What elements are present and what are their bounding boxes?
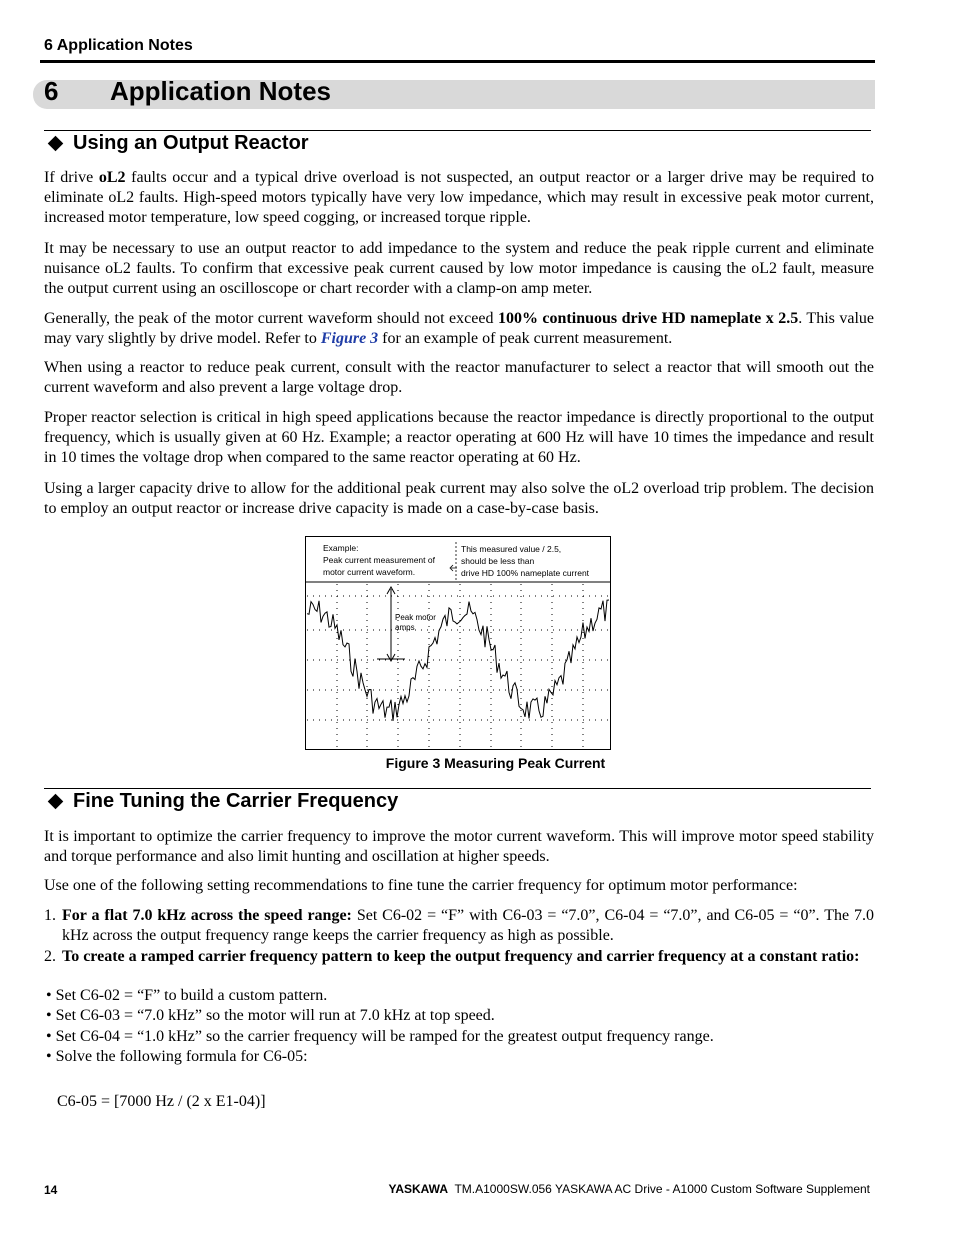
bullet-item: • Set C6-04 = “1.0 kHz” so the carrier frequency will be ramped for the greatest output frequency range.: [46, 1028, 714, 1045]
footer-text: [388, 1182, 870, 1196]
bullet-text: Set C6-04 = “1.0 kHz” so the carrier frequency will be ramped for the greatest output frequency range.: [55, 1028, 714, 1045]
text-run: faults occur and a typical drive overload is not suspected, an output reactor or a larger drive may be required to eliminate oL2 faults. High-speed motors typically have very low impedance, which may result in excessive peak motor current, increased motor temperature, low speed cogging, or increased torque ripple.: [44, 169, 875, 227]
chapter-title: Application Notes: [110, 76, 332, 106]
paragraph: Proper reactor selection is critical in high speed applications because the reactor impedance is directly proportional to the output frequency, which is usually given at 60 Hz. Example; a reactor operating at 600 Hz will have 10 times the impedance and result in 10 times the voltage drop when compared to the same reactor operating at 60 Hz.: [44, 409, 874, 467]
bullet-text: Solve the following formula for C6-05:: [55, 1048, 308, 1065]
paragraph: When using a reactor to reduce peak current, consult with the reactor manufacturer to select a reactor that will smooth out the current waveform and also prevent a large voltage drop.: [44, 359, 874, 397]
paragraph: [44, 168, 874, 229]
chapter-number: 6: [44, 76, 59, 106]
diamond-bullet-icon: [48, 794, 64, 810]
figure-caption: [0, 755, 954, 771]
bullet-text: Set C6-03 = “7.0 kHz” so the motor will run at 7.0 kHz at top speed.: [55, 1007, 495, 1024]
formula: C6-05 = [7000 Hz / (2 x E1-04)]: [57, 1093, 266, 1110]
list-number: 2.: [44, 948, 56, 965]
diamond-bullet-icon: [48, 136, 64, 152]
peak-label-line-1: Peak motor: [395, 613, 436, 622]
bold-term: To create a ramped carrier frequency pattern to keep the output frequency and carrier frequency at a constant ratio:: [62, 948, 860, 965]
note-line-2: should be less than: [461, 556, 535, 566]
note-line-1: This measured value / 2.5,: [461, 544, 562, 554]
example-line-3: motor current waveform.: [323, 567, 416, 577]
section-heading-output-reactor: [48, 132, 309, 155]
paragraph: Using a larger capacity drive to allow for the additional peak current may also solve the oL2 overload trip problem. The decision to employ an output reactor or increase drive capacity is made on a case-by-case basis.: [44, 480, 874, 518]
bullet-item: • Set C6-02 = “F” to build a custom pattern.: [46, 987, 328, 1004]
peak-label-line-2: amps: [395, 623, 415, 632]
example-line-1: Example:: [323, 543, 359, 553]
footer-brand: YASKAWA: [388, 1182, 449, 1196]
section-title: Using an Output Reactor: [73, 132, 309, 154]
bullet-item: • Set C6-03 = “7.0 kHz” so the motor will run at 7.0 kHz at top speed.: [46, 1007, 495, 1024]
list-item: [44, 906, 874, 946]
paragraph: Use one of the following setting recommendations to fine tune the carrier frequency for optimum motor performance:: [44, 877, 798, 894]
page-number: 14: [44, 1183, 58, 1197]
text-run: If drive: [44, 169, 99, 186]
section-heading-carrier-frequency: [48, 790, 398, 813]
text-run: Generally, the peak of the motor current waveform should not exceed: [44, 310, 498, 327]
note-line-3: drive HD 100% nameplate current: [461, 568, 590, 578]
list-item: [44, 947, 874, 967]
paragraph: It may be necessary to use an output reactor to add impedance to the system and reduce the peak ripple current and eliminate nuisance oL2 faults. To confirm that excessive peak current caused by low motor impedance is causing the oL2 fault, measure the output current using an oscilloscope or chart recorder with a clamp-on amp meter.: [44, 240, 874, 298]
text-run: . This value may vary slightly by drive model. Refer to: [44, 310, 874, 348]
example-line-2: Peak current measurement of: [323, 555, 435, 565]
section-rule: [44, 130, 871, 131]
bullet-text: Set C6-02 = “F” to build a custom pattern.: [55, 987, 328, 1004]
section-rule: [44, 788, 871, 789]
bold-term: For a flat 7.0 kHz across the speed range:: [62, 907, 352, 924]
paragraph: It is important to optimize the carrier frequency to improve the motor current waveform. This will improve motor speed stability and torque performance and also limit hunting and oscillation at higher speeds.: [44, 828, 874, 866]
list-number: 1.: [44, 907, 56, 924]
header-rule: [40, 60, 875, 63]
bold-term: oL2: [98, 169, 126, 186]
text-run: Set C6-02 = “F” with C6-03 = “7.0”, C6-04 = “7.0”, and C6-05 = “0”. The 7.0 kHz across the output frequency range keeps the carrier frequency as high as possible.: [62, 907, 874, 945]
oscilloscope-graphic: [305, 536, 611, 750]
footer-doc-title: TM.A1000SW.056 YASKAWA AC Drive - A1000 Custom Software Supplement: [454, 1182, 870, 1196]
bold-term: 100% continuous drive HD nameplate x 2.5: [497, 310, 799, 327]
running-header: 6 Application Notes: [44, 37, 193, 54]
figure-link[interactable]: Figure 3: [320, 330, 379, 348]
bullet-item: • Solve the following formula for C6-05:: [46, 1048, 308, 1065]
caption-text: Figure 3 Measuring Peak Current: [385, 755, 606, 771]
figure-oscilloscope: [305, 536, 611, 750]
paragraph: [44, 309, 874, 349]
text-run: for an example of peak current measurement.: [378, 330, 673, 348]
section-title: Fine Tuning the Carrier Frequency: [73, 790, 399, 812]
